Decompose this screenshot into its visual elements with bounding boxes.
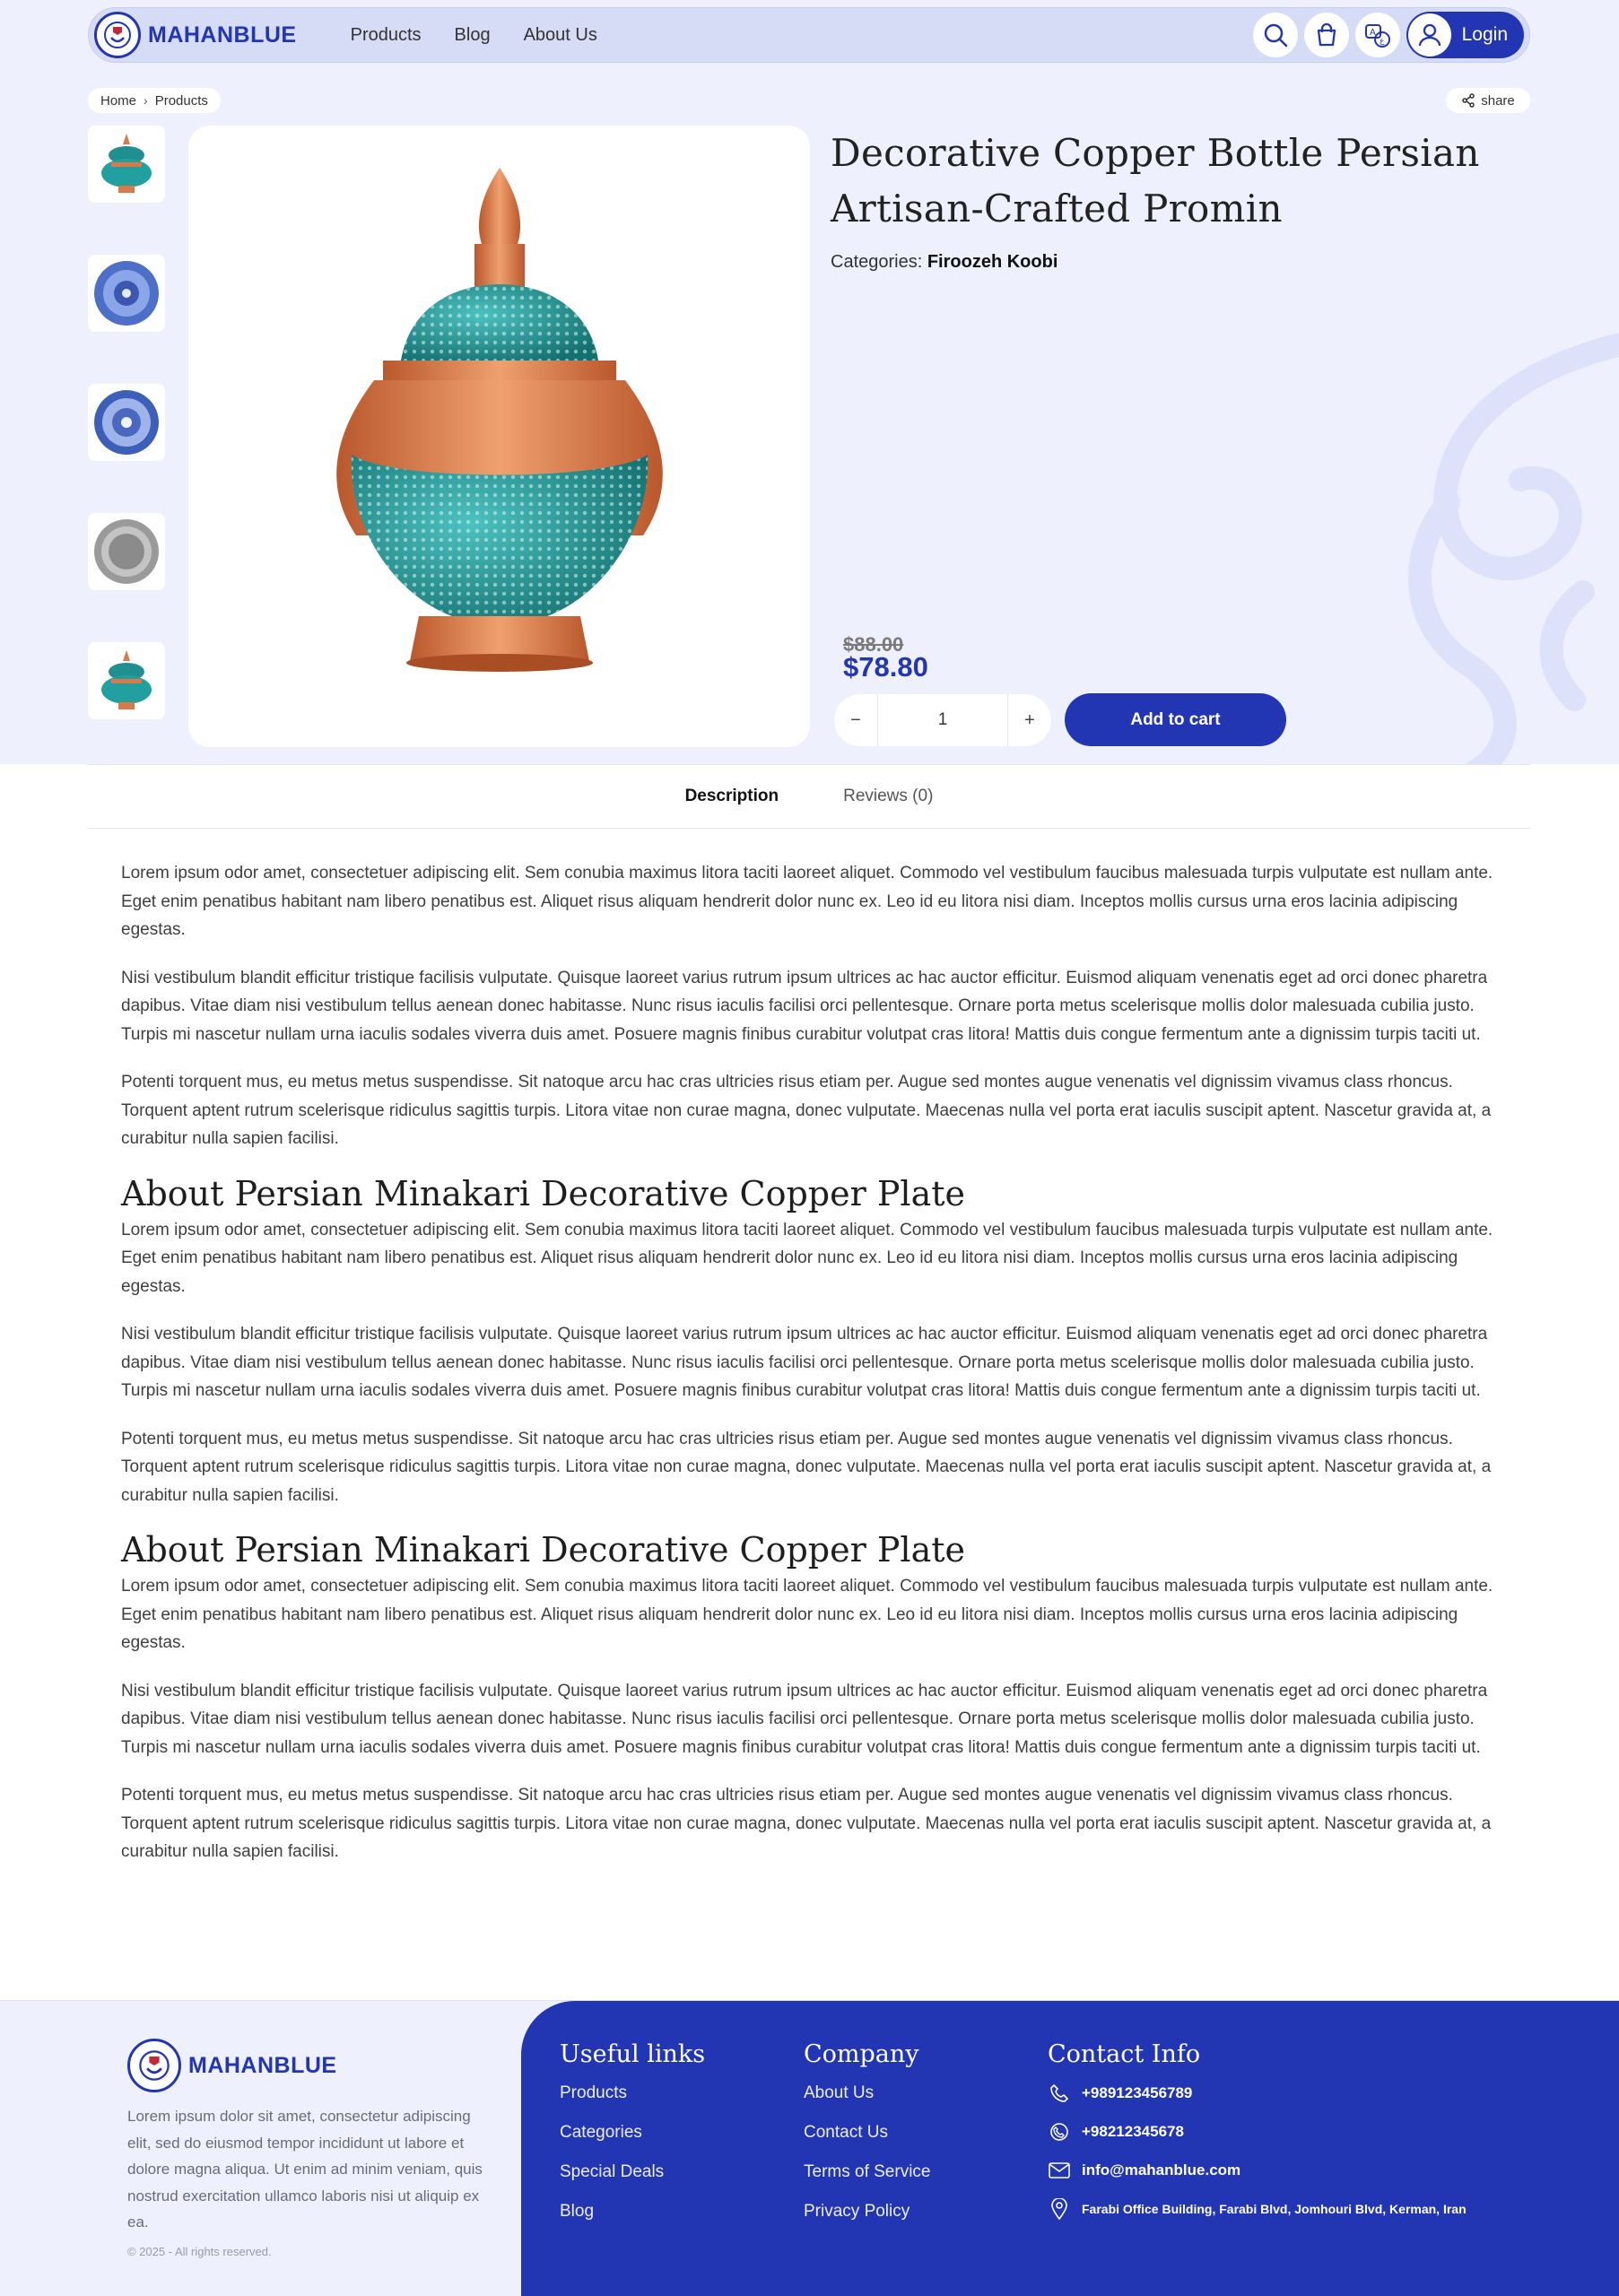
breadcrumb: [88, 88, 221, 113]
increase-quantity-button[interactable]: +: [1024, 709, 1035, 730]
breadcrumb-current[interactable]: Products: [154, 92, 208, 109]
tab-description[interactable]: Description: [684, 787, 779, 805]
product-categories: [831, 252, 1058, 273]
footer-link-contact[interactable]: Contact Us: [804, 2123, 888, 2142]
nav-link-products[interactable]: Products: [350, 24, 422, 45]
section-heading: About Persian Minakari Decorative Copper Plate: [121, 1173, 965, 1213]
thumbnail-4[interactable]: [88, 513, 165, 590]
ornament-decoration: [1368, 323, 1619, 764]
categories-label: Categories:: [831, 252, 923, 272]
paragraph: Lorem ipsum odor amet, consectetuer adipiscing elit. Sem conubia maximus litora taciti laoreet aliquet. Commodo vel vestibulum faucibus malesuada turpis vulputate est nullam ante. Eget enim penatibus habitant nam libero penatibus est. Aliquet risus aliquam hendrerit dolor nunc ex. Leo id eu litora nisi diam. Inceptos mollis cursus urna eros lacinia adipiscing egestas.: [121, 1577, 1493, 1652]
footer-link-special-deals[interactable]: Special Deals: [560, 2162, 665, 2181]
email-text: info@mahanblue.com: [1082, 2161, 1241, 2179]
paragraph: Nisi vestibulum blandit efficitur tristique facilisis vulputate. Quisque laoreet varius rutrum ipsum ultrices ac hac auctor efficitur. Euismod aliquam venenatis eget ad orci donec pharetra dapibus. Vitae diam nisi vestibulum tellus aenean donec habitasse. Nunc risus iaculis facilisi orci pellentesque. Ornare porta metus scelerisque mollis dolor malesuada cubilia justo. Turpis mi nascetur nullam urna iaculis sodales viverra duis amet. Posuere magnis finibus curabitur volutpat cras litora! Mattis duis congue fermentum ante a dignissim turpis taciti ut.: [121, 968, 1488, 1044]
silver-plate-thumbnail-image: [91, 516, 162, 587]
section-heading: About Persian Minakari Decorative Copper Plate: [121, 1530, 965, 1570]
footer-description: Lorem ipsum dolor sit amet, consectetur adipiscing elit, sed do eiusmod tempor incididunt ut labore et dolore magna aliqua. Ut enim ad minim veniam, quis nostrud exercitation ullamco laboris nisi ut aliquip ex ea.: [127, 2108, 483, 2231]
location-pin-icon: [1048, 2198, 1071, 2220]
logo-emblem-icon: [127, 2039, 181, 2092]
logo-emblem-icon: [94, 12, 141, 58]
paragraph: Potenti torquent mus, eu metus metus suspendisse. Sit natoque arcu hac cras ultricies risus etiam per. Augue sed montes augue venenatis vel dignissim vivamus class rhoncus. Torquent aptent rutrum scelerisque ridiculus sagittis turpis. Litora vitae non curae magna, donec vulputate. Maecenas nulla vel porta erat iaculis suscipit aptent. Nascetur gravida at, a curabitur nulla sapien facilisi.: [121, 1786, 1492, 1861]
useful-links-title: Useful links: [560, 2040, 706, 2068]
language-icon: [1363, 21, 1392, 49]
thumbnail-1[interactable]: [88, 126, 165, 203]
thumbnail-2[interactable]: [88, 255, 165, 332]
cart-icon: [1313, 22, 1340, 48]
svg-text:ع: ع: [1379, 37, 1384, 46]
cart-button[interactable]: [1304, 13, 1349, 57]
old-price: $88.00: [843, 633, 904, 656]
contact-column: [1048, 2040, 1467, 2228]
footer-link-privacy[interactable]: Privacy Policy: [804, 2202, 910, 2221]
top-navbar: [88, 7, 1530, 63]
brand-logo[interactable]: [94, 12, 297, 58]
jar-thumbnail-image: [93, 645, 160, 717]
thumbnail-3[interactable]: [88, 384, 165, 461]
nav-link-blog[interactable]: Blog: [454, 24, 491, 45]
phone-icon: [1048, 2083, 1071, 2103]
landline-icon: [1048, 2122, 1071, 2142]
contact-title: Contact Info: [1048, 2040, 1201, 2068]
copyright: © 2025 - All rights reserved.: [127, 2245, 272, 2258]
copper-jar-image: [266, 159, 733, 715]
paragraph: Lorem ipsum odor amet, consectetuer adipiscing elit. Sem conubia maximus litora taciti laoreet aliquet. Commodo vel vestibulum faucibus malesuada turpis vulputate est nullam ante. Eget enim penatibus habitant nam libero penatibus est. Aliquet risus aliquam hendrerit dolor nunc ex. Leo id eu litora nisi diam. Inceptos mollis cursus urna eros lacinia adipiscing egestas.: [121, 1220, 1493, 1296]
paragraph: Nisi vestibulum blandit efficitur tristique facilisis vulputate. Quisque laoreet varius rutrum ipsum ultrices ac hac auctor efficitur. Euismod aliquam venenatis eget ad orci donec pharetra dapibus. Vitae diam nisi vestibulum tellus aenean donec habitasse. Nunc risus iaculis facilisi orci pellentesque. Ornare porta metus scelerisque mollis dolor malesuada cubilia justo. Turpis mi nascetur nullam urna iaculis sodales viverra duis amet. Posuere magnis finibus curabitur volutpat cras litora! Mattis duis congue fermentum ante a dignissim turpis taciti ut.: [121, 1325, 1488, 1400]
current-price: $78.80: [843, 651, 928, 683]
nav-link-about[interactable]: About Us: [523, 24, 597, 45]
decrease-quantity-button[interactable]: −: [850, 709, 861, 730]
nav-actions: [1247, 12, 1524, 58]
login-label: Login: [1461, 24, 1508, 45]
contact-phone-2[interactable]: [1048, 2112, 1467, 2151]
share-icon: [1461, 93, 1475, 108]
useful-links-column: [560, 2040, 705, 2231]
contact-email[interactable]: [1048, 2151, 1467, 2189]
email-icon: [1048, 2162, 1071, 2179]
footer-link-terms[interactable]: Terms of Service: [804, 2162, 931, 2181]
company-column: [804, 2040, 930, 2231]
chevron-right-icon: ›: [144, 93, 148, 108]
share-button[interactable]: [1446, 88, 1530, 113]
footer-brand-name: MAHANBLUE: [188, 2052, 337, 2078]
footer-link-products[interactable]: Products: [560, 2083, 627, 2102]
footer-logo[interactable]: [127, 2039, 337, 2092]
footer-link-blog[interactable]: Blog: [560, 2202, 595, 2221]
nav-links: [351, 25, 631, 46]
brand-name: MAHANBLUE: [148, 22, 297, 48]
quantity-stepper: [834, 694, 1051, 746]
plate-thumbnail-image: [91, 387, 162, 458]
thumbnail-list: [88, 126, 165, 771]
svg-text:A: A: [1369, 28, 1376, 38]
paragraph: Nisi vestibulum blandit efficitur tristique facilisis vulputate. Quisque laoreet varius rutrum ipsum ultrices ac hac auctor efficitur. Euismod aliquam venenatis eget ad orci donec pharetra dapibus. Vitae diam nisi vestibulum tellus aenean donec habitasse. Nunc risus iaculis facilisi orci pellentesque. Ornare porta metus scelerisque mollis dolor malesuada cubilia justo. Turpis mi nascetur nullam urna iaculis sodales viverra duis amet. Posuere magnis finibus curabitur volutpat cras litora! Mattis duis congue fermentum ante a dignissim turpis taciti ut.: [121, 1681, 1488, 1757]
phone-1-text: +989123456789: [1082, 2083, 1193, 2101]
paragraph: Potenti torquent mus, eu metus metus suspendisse. Sit natoque arcu hac cras ultricies risus etiam per. Augue sed montes augue venenatis vel dignissim vivamus class rhoncus. Torquent aptent rutrum scelerisque ridiculus sagittis turpis. Litora vitae non curae magna, donec vulputate. Maecenas nulla vel porta erat iaculis suscipit aptent. Nascetur gravida at, a curabitur nulla sapien facilisi.: [121, 1429, 1492, 1505]
add-to-cart-button[interactable]: Add to cart: [1065, 693, 1286, 746]
product-tabs: [88, 764, 1530, 829]
footer-link-categories[interactable]: Categories: [560, 2123, 642, 2142]
language-button[interactable]: [1355, 13, 1400, 57]
jar-thumbnail-image: [93, 128, 160, 200]
footer: [0, 2000, 1619, 2296]
footer-link-about[interactable]: About Us: [804, 2083, 875, 2102]
plate-thumbnail-image: [91, 257, 162, 329]
address-text: Farabi Office Building, Farabi Blvd, Jomhouri Blvd, Kerman, Iran: [1082, 2201, 1467, 2216]
contact-phone-1[interactable]: [1048, 2074, 1467, 2112]
quantity-input[interactable]: 1: [877, 694, 1008, 746]
category-link[interactable]: Firoozeh Koobi: [927, 252, 1058, 272]
description-content: [121, 859, 1498, 1886]
product-title: Decorative Copper Bottle Persian Artisan-Crafted Promin: [831, 131, 1480, 230]
paragraph: Potenti torquent mus, eu metus metus suspendisse. Sit natoque arcu hac cras ultricies risus etiam per. Augue sed montes augue venenatis vel dignissim vivamus class rhoncus. Torquent aptent rutrum scelerisque ridiculus sagittis turpis. Litora vitae non curae magna, donec vulputate. Maecenas nulla vel porta erat iaculis suscipit aptent. Nascetur gravida at, a curabitur nulla sapien facilisi.: [121, 1073, 1492, 1148]
contact-address[interactable]: [1048, 2189, 1467, 2228]
tab-reviews[interactable]: Reviews (0): [843, 787, 934, 805]
user-icon: [1408, 13, 1451, 57]
footer-links-panel: [521, 2001, 1619, 2296]
company-title: Company: [804, 2040, 919, 2068]
share-label: share: [1481, 92, 1515, 109]
breadcrumb-home[interactable]: Home: [100, 92, 137, 109]
paragraph: Lorem ipsum odor amet, consectetuer adipiscing elit. Sem conubia maximus litora taciti laoreet aliquet. Commodo vel vestibulum faucibus malesuada turpis vulputate est nullam ante. Eget enim penatibus habitant nam libero penatibus est. Aliquet risus aliquam hendrerit dolor nunc ex. Leo id eu litora nisi diam. Inceptos mollis cursus urna eros lacinia adipiscing egestas.: [121, 864, 1493, 939]
phone-2-text: +98212345678: [1082, 2122, 1184, 2140]
product-main-image[interactable]: [188, 126, 810, 747]
thumbnail-5[interactable]: [88, 642, 165, 719]
login-button[interactable]: [1406, 12, 1524, 58]
search-icon: [1262, 22, 1289, 48]
search-button[interactable]: [1253, 13, 1298, 57]
